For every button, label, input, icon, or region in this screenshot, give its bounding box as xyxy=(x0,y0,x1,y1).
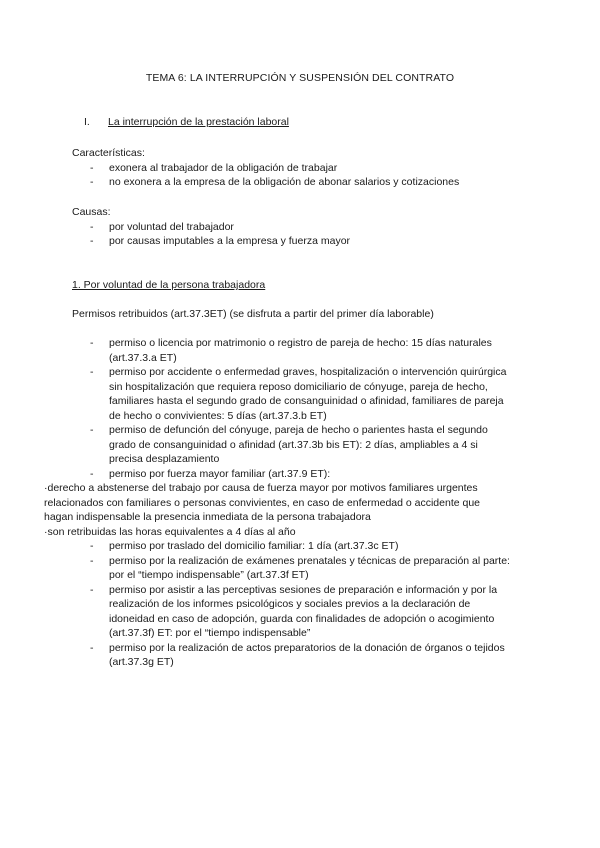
caracteristicas-block xyxy=(72,146,532,190)
section-title: La interrupción de la prestación laboral xyxy=(108,116,289,128)
causas-list xyxy=(72,220,532,249)
list-item: - permiso por traslado del domicilio familiar: 1 día (art.37.3c ET) xyxy=(72,539,512,554)
permisos-intro xyxy=(72,307,532,322)
page-title: TEMA 6: LA INTERRUPCIÓN Y SUSPENSIÓN DEL CONTRATO xyxy=(145,72,455,84)
subsection-title: 1. Por voluntad de la persona trabajadora xyxy=(72,279,266,291)
list-item: - permiso o licencia por matrimonio o registro de pareja de hecho: 15 días naturales (art.37.3.a ET) xyxy=(72,336,512,365)
list-item: - por causas imputables a la empresa y fuerza mayor xyxy=(72,234,532,249)
section-number: I. xyxy=(84,116,90,128)
fuerza-mayor-note-1: ·derecho a abstenerse del trabajo por causa de fuerza mayor por motivos familiares urgentes relacionados con familiares o personas convivientes, en caso de enfermedad o accidente que hagan indispensable la presencia inmediata de la persona trabajadora xyxy=(44,482,481,523)
permisos-list-a-block xyxy=(44,336,512,670)
list-item: - permiso por la realización de actos preparatorios de la donación de órganos o tejidos (art.37.3g ET) xyxy=(72,641,512,670)
caracteristicas-label: Características: xyxy=(72,147,145,159)
causas-label: Causas: xyxy=(72,206,111,218)
list-item: - exonera al trabajador de la obligación de trabajar xyxy=(72,161,532,176)
list-item: - por voluntad del trabajador xyxy=(72,220,532,235)
permisos-list-a xyxy=(72,336,512,481)
list-item: - permiso por accidente o enfermedad graves, hospitalización o intervención quirúrgica sin hospitalización que requiera reposo domiciliario de cónyuge, pareja de hecho, familiares hasta el segundo grado de consanguinidad o afinidad, familiares de pareja de hecho o convivientes: 5 días (art.37.3.b ET) xyxy=(72,365,512,423)
permisos-intro-text: Permisos retribuidos (art.37.3ET) (se disfruta a partir del primer día laborable) xyxy=(72,308,434,320)
caracteristicas-list xyxy=(72,161,532,190)
causas-block xyxy=(72,205,532,249)
list-item: - permiso por fuerza mayor familiar (art.37.9 ET): xyxy=(72,467,512,482)
list-item: - permiso por la realización de exámenes prenatales y técnicas de preparación al parte: por el “tiempo indispensable” (art.37.3f ET) xyxy=(72,554,512,583)
list-item: - permiso por asistir a las perceptivas sesiones de preparación e información y por la realización de los informes psicológicos y sociales previos a la declaración de idoneidad en caso de adopción, guarda con finalidades de adopción o acogimiento (art.37.3f) ET: por el “tiempo indispensable” xyxy=(72,583,512,641)
subsection-heading xyxy=(72,278,532,293)
section-heading xyxy=(84,116,289,128)
list-item: - permiso de defunción del cónyuge, pareja de hecho o parientes hasta el segundo grado de consanguinidad o afinidad (art.37.3b bis ET): 2 días, ampliables a 4 si precisa desplazamiento xyxy=(72,423,512,467)
fuerza-mayor-note-2: ·son retribuidas las horas equivalentes a 4 días al año xyxy=(44,525,296,538)
list-item: - no exonera a la empresa de la obligación de abonar salarios y cotizaciones xyxy=(72,175,532,190)
permisos-list-b xyxy=(72,539,512,670)
